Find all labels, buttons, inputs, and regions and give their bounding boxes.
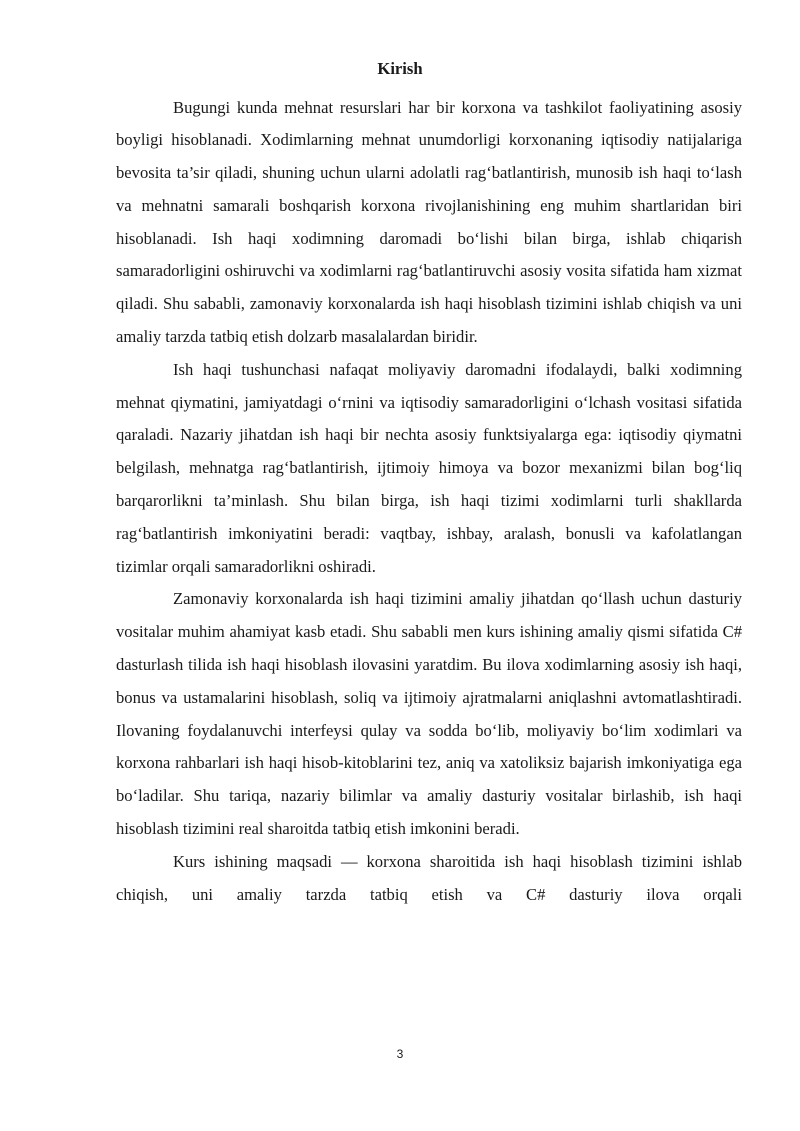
body-text <box>116 92 742 912</box>
page-number: 3 <box>396 1047 404 1061</box>
paragraph-3: Zamonaviy korxonalarda ish haqi tizimini amaliy jihatdan qo‘llash uchun dasturiy vositalar muhim ahamiyat kasb etadi. Shu sababli men kurs ishining amaliy qismi sifatida C# dasturlash tilida ish haqi hisoblash ilovasini yaratdim. Bu ilova xodimlarning asosiy ish haqi, bonus va ustamalarini hisoblash, soliq va ijtimoiy ajratmalarni aniqlashni avtomatlashtiradi. Ilovaning foydalanuvchi interfeysi qulay va sodda bo‘lib, moliyaviy bo‘lim xodimlari va korxona rahbarlari ish haqi hisob-kitoblarini tez, aniq va xatoliksiz bajarish imkoniyatiga ega bo‘ladilar. Shu tariqa, nazariy bilimlar va amaliy dasturiy vositalar birlashib, ish haqi hisoblash tizimini real sharoitda tatbiq etish imkonini beradi. <box>116 589 742 839</box>
paragraph-4: Kurs ishining maqsadi — korxona sharoitida ish haqi hisoblash tizimini ishlab chiqish, uni amaliy tarzda tatbiq etish va C# dasturiy ilova orqali <box>116 851 742 904</box>
paragraph-1: Bugungi kunda mehnat resurslari har bir korxona va tashkilot faoliyatining asosiy boyligi hisoblanadi. Xodimlarning mehnat unumdorligi korxonaning iqtisodiy natijalariga bevosita ta’sir qiladi, shuning uchun ularni adolatli rag‘batlantirish, munosib ish haqi to‘lash va mehnatni samarali boshqarish korxona rivojlanishining eng muhim shartlaridan biri hisoblanadi. Ish haqi xodimning daromadi bo‘lishi bilan birga, ishlab chiqarish samaradorligini oshiruvchi va xodimlarni rag‘batlantiruvchi asosiy vosita sifatida ham xizmat qiladi. Shu sababli, zamonaviy korxonalarda ish haqi hisoblash tizimini ishlab chiqish va uni amaliy tarzda tatbiq etish dolzarb masalalardan biridir. <box>116 97 742 347</box>
paragraph-2: Ish haqi tushunchasi nafaqat moliyaviy daromadni ifodalaydi, balki xodimning mehnat qiymatini, jamiyatdagi o‘rnini va iqtisodiy samaradorligini o‘lchash vositasi sifatida qaraladi. Nazariy jihatdan ish haqi bir nechta asosiy funktsiyalarga ega: iqtisodiy qiymatni belgilash, mehnatga rag‘batlantirish, ijtimoiy himoya va bozor mexanizmi bilan bog‘liq barqarorlikni ta’minlash. Shu bilan birga, ish haqi tizimi xodimlarni turli shakllarda rag‘batlantirish imkoniyatini beradi: vaqtbay, ishbay, aralash, bonusli va kafolatlangan tizimlar orqali samaradorlikni oshiradi. <box>116 359 742 576</box>
section-title: Kirish <box>377 59 423 78</box>
